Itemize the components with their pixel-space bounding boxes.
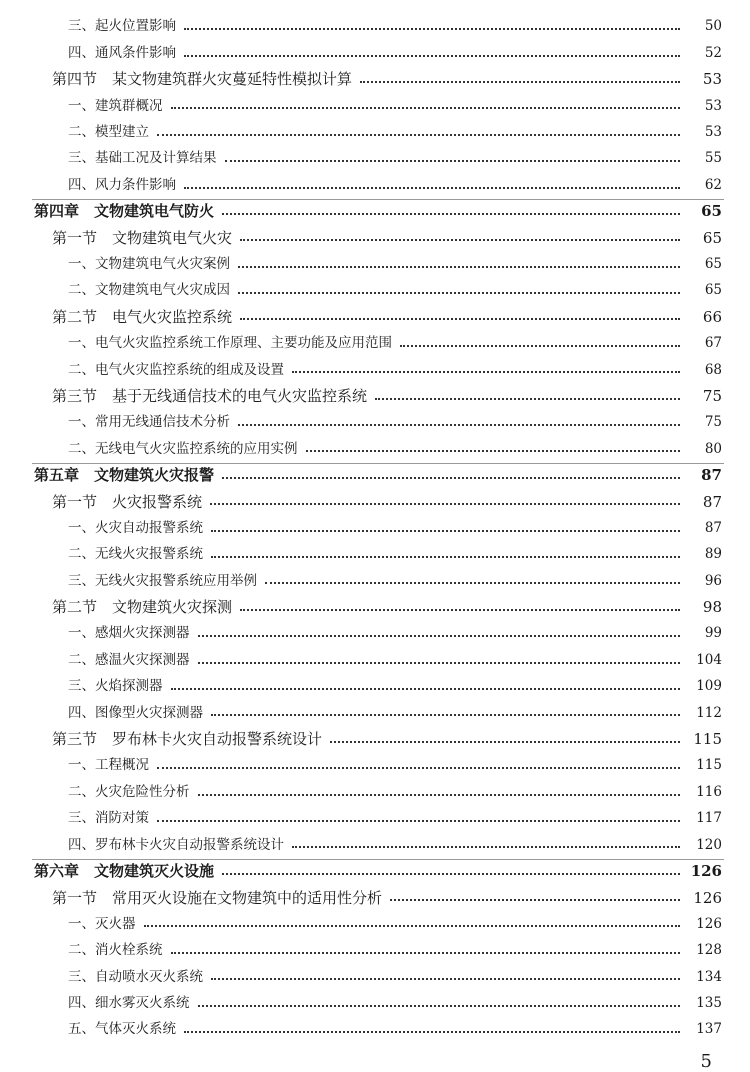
dot-leader bbox=[144, 915, 681, 927]
toc-item-row bbox=[0, 911, 750, 937]
toc-section-row bbox=[0, 225, 750, 251]
dot-leader bbox=[292, 361, 680, 373]
toc-chapter-row bbox=[0, 199, 750, 225]
dot-leader bbox=[222, 863, 680, 875]
toc-entry-title: 一、感烟火灾探测器 bbox=[68, 625, 190, 642]
toc-entry-title: 第四章 文物建筑电气防火 bbox=[34, 202, 215, 221]
toc-entry-title: 三、起火位置影响 bbox=[68, 18, 176, 35]
toc-entry-title: 二、火灾危险性分析 bbox=[68, 783, 190, 800]
dot-leader bbox=[157, 757, 680, 769]
dot-leader bbox=[360, 71, 680, 83]
dot-leader bbox=[211, 520, 680, 532]
dot-leader bbox=[157, 124, 680, 136]
dot-leader bbox=[184, 1021, 680, 1033]
toc-entry-title: 三、火焰探测器 bbox=[68, 678, 163, 695]
toc-entry-title: 二、文物建筑电气火灾成因 bbox=[68, 282, 230, 299]
toc-entry-page: 50 bbox=[704, 18, 722, 35]
dot-leader bbox=[157, 810, 680, 822]
toc-entry-title: 第四节 某文物建筑群火灾蔓延特性模拟计算 bbox=[52, 70, 353, 89]
toc-item-row bbox=[0, 1017, 750, 1043]
chapter-separator-rule bbox=[32, 463, 724, 464]
toc-entry-title: 第二节 电气火灾监控系统 bbox=[52, 307, 233, 326]
toc-item-row bbox=[0, 172, 750, 198]
toc-item-row bbox=[0, 779, 750, 805]
toc-entry-title: 第三节 基于无线通信技术的电气火灾监控系统 bbox=[52, 387, 368, 406]
toc-entry-page: 52 bbox=[704, 44, 722, 61]
dot-leader bbox=[240, 599, 680, 611]
toc-entry-page: 115 bbox=[696, 757, 722, 774]
toc-item-row bbox=[0, 120, 750, 146]
toc-entry-page: 53 bbox=[704, 124, 722, 140]
toc-entry-page: 75 bbox=[704, 414, 722, 431]
toc-entry-page: 126 bbox=[690, 862, 722, 881]
toc-item-row bbox=[0, 331, 750, 357]
toc-item-row bbox=[0, 806, 750, 832]
toc-item-row bbox=[0, 40, 750, 66]
dot-leader bbox=[225, 150, 681, 162]
dot-leader bbox=[222, 203, 680, 215]
toc-entry-title: 一、火灾自动报警系统 bbox=[68, 519, 203, 536]
dot-leader bbox=[184, 45, 680, 57]
dot-leader bbox=[198, 995, 681, 1007]
dot-leader bbox=[171, 97, 681, 109]
dot-leader bbox=[171, 678, 681, 690]
toc-section-row bbox=[0, 885, 750, 911]
toc-entry-page: 135 bbox=[696, 994, 722, 1011]
toc-entry-title: 五、气体灭火系统 bbox=[68, 1021, 176, 1038]
toc-entry-page: 120 bbox=[696, 836, 722, 853]
toc-entry-title: 一、工程概况 bbox=[68, 757, 149, 774]
dot-leader bbox=[238, 414, 680, 426]
toc-entry-page: 98 bbox=[702, 598, 722, 617]
dot-leader bbox=[211, 704, 680, 716]
dot-leader bbox=[198, 625, 681, 637]
toc-entry-title: 第一节 常用灭火设施在文物建筑中的适用性分析 bbox=[52, 888, 383, 907]
toc-entry-page: 99 bbox=[704, 625, 722, 642]
dot-leader bbox=[240, 229, 680, 241]
toc-section-row bbox=[0, 383, 750, 409]
toc-entry-title: 一、电气火灾监控系统工作原理、主要功能及应用范围 bbox=[68, 335, 392, 352]
dot-leader bbox=[184, 177, 680, 189]
toc-entry-page: 66 bbox=[702, 307, 722, 326]
dot-leader bbox=[211, 546, 680, 558]
toc-item-row bbox=[0, 410, 750, 436]
toc-entry-page: 115 bbox=[693, 730, 722, 749]
toc-item-row bbox=[0, 647, 750, 673]
toc-entry-title: 三、消防对策 bbox=[68, 810, 149, 827]
toc-entry-title: 二、模型建立 bbox=[68, 124, 149, 140]
toc-entry-page: 117 bbox=[696, 810, 722, 827]
toc-entry-title: 一、文物建筑电气火灾案例 bbox=[68, 255, 230, 272]
toc-entry-page: 55 bbox=[704, 150, 722, 167]
toc-entry-title: 三、基础工况及计算结果 bbox=[68, 150, 217, 167]
dot-leader bbox=[375, 388, 680, 400]
toc-item-row bbox=[0, 542, 750, 568]
toc-item-row bbox=[0, 621, 750, 647]
dot-leader bbox=[211, 968, 680, 980]
toc-item-row bbox=[0, 700, 750, 726]
toc-item-row bbox=[0, 990, 750, 1016]
dot-leader bbox=[238, 282, 680, 294]
toc-item-row bbox=[0, 964, 750, 990]
toc-entry-page: 126 bbox=[696, 915, 722, 932]
toc-item-row bbox=[0, 832, 750, 858]
toc-entry-title: 四、通风条件影响 bbox=[68, 44, 176, 61]
toc-entry-page: 87 bbox=[702, 492, 722, 511]
chapter-separator-rule bbox=[32, 859, 724, 860]
toc-section-row bbox=[0, 727, 750, 753]
toc-entry-page: 65 bbox=[704, 255, 722, 272]
dot-leader bbox=[330, 731, 680, 743]
toc-entry-title: 二、电气火灾监控系统的组成及设置 bbox=[68, 361, 284, 378]
dot-leader bbox=[198, 784, 681, 796]
toc-entry-title: 第五章 文物建筑火灾报警 bbox=[34, 466, 215, 485]
toc-chapter-row bbox=[0, 463, 750, 489]
toc-entry-title: 四、细水雾灭火系统 bbox=[68, 994, 190, 1011]
toc-entry-page: 53 bbox=[704, 97, 722, 114]
toc-item-row bbox=[0, 436, 750, 462]
toc-item-row bbox=[0, 357, 750, 383]
toc-entry-page: 65 bbox=[704, 282, 722, 299]
dot-leader bbox=[306, 440, 681, 452]
dot-leader bbox=[265, 572, 680, 584]
toc-item-row bbox=[0, 278, 750, 304]
dot-leader bbox=[198, 652, 681, 664]
toc-entry-page: 87 bbox=[701, 466, 722, 485]
toc-entry-page: 126 bbox=[693, 888, 722, 907]
toc-item-row bbox=[0, 14, 750, 40]
toc-entry-title: 二、感温火灾探测器 bbox=[68, 651, 190, 668]
toc-entry-title: 第二节 文物建筑火灾探测 bbox=[52, 598, 233, 617]
toc-entry-title: 四、罗布林卡火灾自动报警系统设计 bbox=[68, 836, 284, 853]
toc-entry-title: 第一节 文物建筑电气火灾 bbox=[52, 228, 233, 247]
toc-entry-title: 一、常用无线通信技术分析 bbox=[68, 414, 230, 431]
toc-entry-title: 三、自动喷水灭火系统 bbox=[68, 968, 203, 985]
toc-entry-page: 109 bbox=[696, 678, 722, 695]
toc-entry-title: 四、风力条件影响 bbox=[68, 176, 176, 193]
toc-entry-title: 第三节 罗布林卡火灾自动报警系统设计 bbox=[52, 730, 323, 749]
toc-item-row bbox=[0, 93, 750, 119]
toc-entry-page: 128 bbox=[696, 942, 722, 959]
dot-leader bbox=[171, 942, 681, 954]
toc-section-row bbox=[0, 489, 750, 515]
toc-entry-title: 一、建筑群概况 bbox=[68, 97, 163, 114]
dot-leader bbox=[210, 493, 680, 505]
page-number: 5 bbox=[700, 1051, 712, 1072]
toc-item-row bbox=[0, 252, 750, 278]
toc-entry-title: 第一节 火灾报警系统 bbox=[52, 492, 203, 511]
toc-entry-page: 104 bbox=[696, 651, 722, 668]
toc-entry-title: 二、消火栓系统 bbox=[68, 942, 163, 959]
toc-entry-title: 二、无线火灾报警系统 bbox=[68, 546, 203, 563]
dot-leader bbox=[390, 889, 680, 901]
toc-entry-page: 116 bbox=[696, 783, 722, 800]
dot-leader bbox=[292, 836, 680, 848]
dot-leader bbox=[400, 335, 680, 347]
toc-chapter-row bbox=[0, 859, 750, 885]
toc-entry-page: 96 bbox=[704, 572, 722, 589]
toc-entry-title: 一、灭火器 bbox=[68, 915, 136, 932]
toc-entry-title: 二、无线电气火灾监控系统的应用实例 bbox=[68, 440, 298, 457]
toc-entry-page: 68 bbox=[704, 361, 722, 378]
dot-leader bbox=[238, 256, 680, 268]
toc-entry-page: 65 bbox=[701, 202, 722, 221]
toc-item-row bbox=[0, 515, 750, 541]
toc-entry-page: 53 bbox=[702, 70, 722, 89]
toc-entry-page: 134 bbox=[696, 968, 722, 985]
toc-section-row bbox=[0, 304, 750, 330]
toc-entry-page: 89 bbox=[704, 546, 722, 563]
toc-entry-page: 62 bbox=[704, 176, 722, 193]
toc-item-row bbox=[0, 674, 750, 700]
toc-section-row bbox=[0, 67, 750, 93]
toc-item-row bbox=[0, 146, 750, 172]
table-of-contents bbox=[0, 14, 750, 1043]
dot-leader bbox=[222, 467, 680, 479]
toc-entry-page: 80 bbox=[704, 440, 722, 457]
toc-entry-page: 75 bbox=[702, 387, 722, 406]
toc-entry-page: 137 bbox=[696, 1021, 722, 1038]
toc-item-row bbox=[0, 568, 750, 594]
toc-entry-title: 四、图像型火灾探测器 bbox=[68, 704, 203, 721]
toc-section-row bbox=[0, 595, 750, 621]
toc-item-row bbox=[0, 753, 750, 779]
toc-entry-page: 67 bbox=[704, 335, 722, 352]
toc-item-row bbox=[0, 938, 750, 964]
toc-entry-page: 112 bbox=[696, 704, 722, 721]
dot-leader bbox=[184, 18, 680, 30]
toc-entry-page: 87 bbox=[704, 519, 722, 536]
toc-entry-title: 三、无线火灾报警系统应用举例 bbox=[68, 572, 257, 589]
dot-leader bbox=[240, 308, 680, 320]
chapter-separator-rule bbox=[32, 199, 724, 200]
toc-entry-page: 65 bbox=[702, 228, 722, 247]
toc-entry-title: 第六章 文物建筑灭火设施 bbox=[34, 862, 215, 881]
